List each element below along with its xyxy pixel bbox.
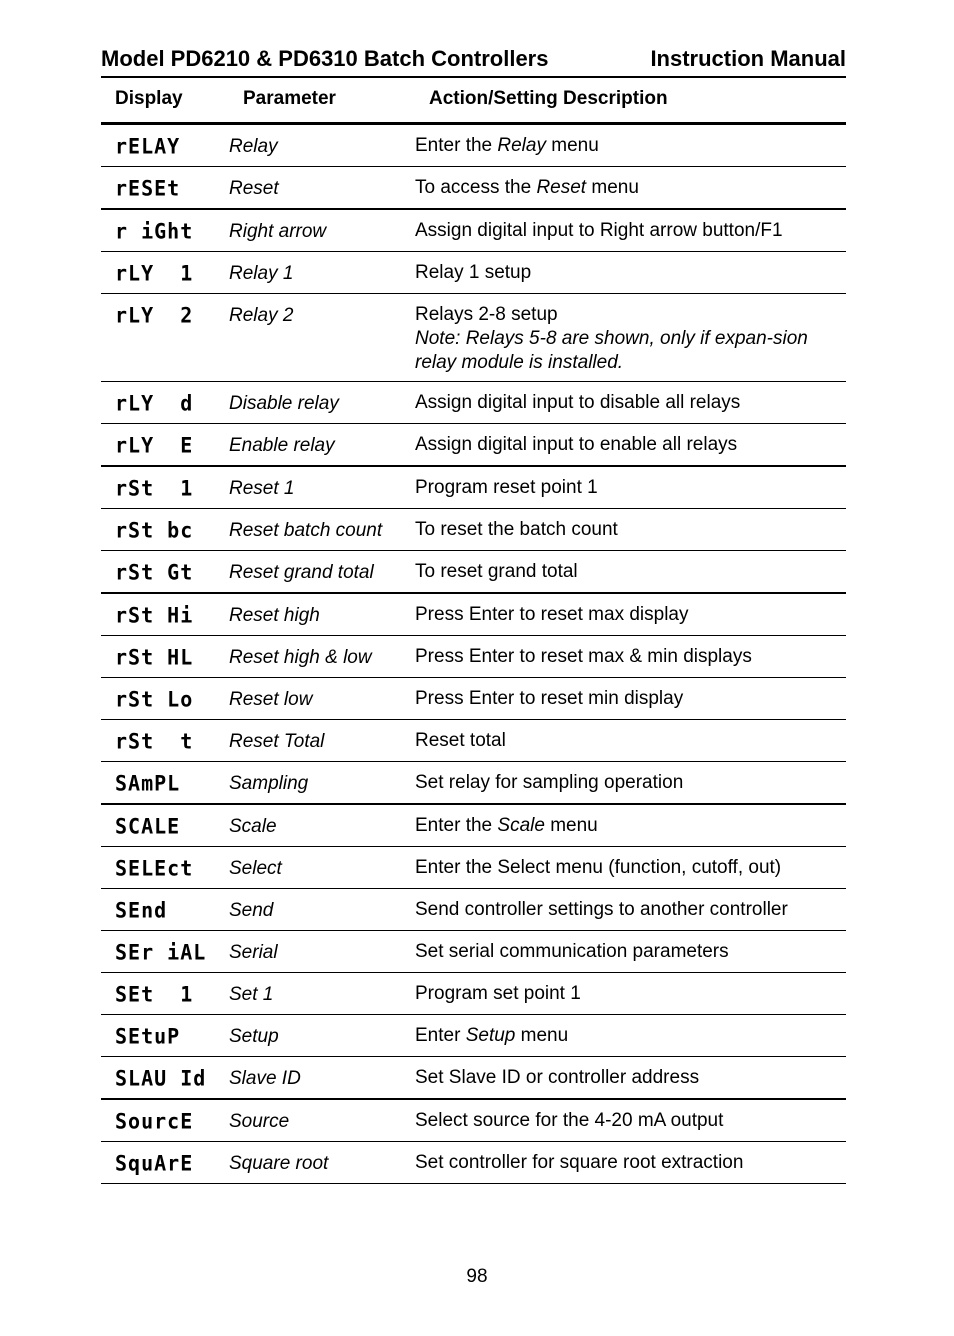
parameter-cell: Disable relay: [229, 382, 415, 424]
description-text: Set controller for square root extraction: [415, 1152, 744, 1173]
description-text: menu: [544, 815, 598, 836]
display-code: SCALE: [115, 813, 181, 839]
table-row: [101, 636, 846, 678]
parameter-cell: Slave ID: [229, 1057, 415, 1100]
page-number: 98: [466, 1266, 488, 1287]
display-code-cell: [101, 762, 229, 805]
display-code: SEr iAL: [115, 939, 207, 965]
parameter-cell: Reset Total: [229, 720, 415, 762]
parameter-cell: Relay 2: [229, 294, 415, 382]
table-row: [101, 931, 846, 973]
display-code-cell: [101, 931, 229, 973]
display-code: rSt Gt: [115, 559, 194, 585]
description-cell: [415, 720, 846, 762]
display-code: SELEct: [115, 855, 194, 881]
parameter-cell: Relay: [229, 125, 415, 167]
description-text: Set relay for sampling operation: [415, 772, 684, 793]
display-code: SAmPL: [115, 770, 181, 796]
description-cell: [415, 382, 846, 424]
table-row: [101, 382, 846, 424]
display-code-cell: [101, 1057, 229, 1100]
parameter-cell: Enable relay: [229, 424, 415, 467]
description-cell: [415, 167, 846, 210]
display-code-cell: [101, 424, 229, 467]
col-description-header: Action/Setting Description: [429, 88, 668, 109]
display-code-cell: [101, 382, 229, 424]
description-cell: [415, 424, 846, 467]
description-text: Assign digital input to disable all relays: [415, 392, 741, 413]
description-text: To reset the batch count: [415, 519, 618, 540]
parameter-cell: Reset high & low: [229, 636, 415, 678]
description-text: Enter the: [415, 815, 498, 836]
parameter-cell: Send: [229, 889, 415, 931]
parameter-cell: Select: [229, 847, 415, 889]
display-code: SourcE: [115, 1108, 194, 1134]
col-parameter-header: Parameter: [243, 88, 336, 109]
parameter-cell: Right arrow: [229, 209, 415, 252]
display-code: rLY 2: [115, 302, 194, 328]
description-cell: [415, 1142, 846, 1184]
display-code-cell: [101, 720, 229, 762]
description-text: Relay: [497, 135, 546, 156]
display-code: rSt HL: [115, 644, 194, 670]
display-code-cell: [101, 804, 229, 847]
table-row: [101, 847, 846, 889]
parameter-cell: Reset grand total: [229, 551, 415, 594]
display-code-cell: [101, 889, 229, 931]
display-code-cell: [101, 636, 229, 678]
description-text: Set serial communication parameters: [415, 941, 729, 962]
description-cell: [415, 593, 846, 636]
display-code: SLAU Id: [115, 1065, 207, 1091]
table-row: [101, 593, 846, 636]
description-text: Press Enter to reset max & min displays: [415, 646, 752, 667]
description-text: Setup: [465, 1025, 516, 1046]
parameter-cell: Reset batch count: [229, 509, 415, 551]
parameter-cell: Reset high: [229, 593, 415, 636]
table-row: [101, 973, 846, 1015]
display-code-cell: [101, 1099, 229, 1142]
description-cell: [415, 509, 846, 551]
parameter-cell: Setup: [229, 1015, 415, 1057]
description-cell: [415, 1057, 846, 1100]
description-text: Press Enter to reset max display: [415, 604, 689, 625]
table-row: [101, 424, 846, 467]
display-code-cell: [101, 252, 229, 294]
display-code: rSt bc: [115, 517, 194, 543]
display-code: SEt 1: [115, 981, 194, 1007]
description-text: Program reset point 1: [415, 477, 598, 498]
display-code: r iGht: [115, 218, 194, 244]
manual-title: Model PD6210 & PD6310 Batch Controllers: [101, 46, 549, 71]
parameter-table: [101, 125, 846, 1184]
display-code-cell: [101, 551, 229, 594]
description-text: Scale: [497, 815, 545, 836]
display-code-cell: [101, 167, 229, 210]
description-cell: [415, 551, 846, 594]
display-code-cell: [101, 678, 229, 720]
table-row: [101, 252, 846, 294]
display-code: rELAY: [115, 133, 181, 159]
table-row: [101, 804, 846, 847]
display-code-cell: [101, 973, 229, 1015]
table-row: [101, 720, 846, 762]
display-code-cell: [101, 466, 229, 509]
description-text: menu: [586, 177, 639, 198]
display-code: SquArE: [115, 1150, 194, 1176]
description-text: Send controller settings to another controller: [415, 899, 788, 920]
description-cell: [415, 678, 846, 720]
description-cell: [415, 466, 846, 509]
description-text: menu: [545, 135, 599, 156]
parameter-cell: Sampling: [229, 762, 415, 805]
description-cell: [415, 973, 846, 1015]
parameter-cell: Scale: [229, 804, 415, 847]
description-text: Relays 2-8 setup: [415, 304, 558, 325]
description-cell: [415, 762, 846, 805]
description-text: Assign digital input to enable all relays: [415, 434, 738, 455]
description-cell: [415, 847, 846, 889]
description-text: Reset: [536, 177, 587, 198]
table-row: [101, 294, 846, 382]
description-cell: [415, 804, 846, 847]
description-cell: [415, 252, 846, 294]
display-code-cell: [101, 209, 229, 252]
table-row: [101, 551, 846, 594]
parameter-cell: Set 1: [229, 973, 415, 1015]
manual-type: Instruction Manual: [650, 46, 846, 71]
parameter-cell: Reset: [229, 167, 415, 210]
table-row: [101, 167, 846, 210]
display-code: SEnd: [115, 897, 168, 923]
description-text: menu: [515, 1025, 569, 1046]
description-text: Enter the: [415, 135, 498, 156]
parameter-cell: Relay 1: [229, 252, 415, 294]
display-code: rLY 1: [115, 260, 194, 286]
page-header: [101, 46, 846, 76]
parameter-cell: Reset low: [229, 678, 415, 720]
display-code: rSt Lo: [115, 686, 194, 712]
description-note: Note: Relays 5-8 are shown, only if expan-sion relay module is installed.: [415, 328, 808, 373]
description-text: Assign digital input to Right arrow button/F1: [415, 220, 783, 241]
parameter-cell: Reset 1: [229, 466, 415, 509]
description-cell: [415, 889, 846, 931]
parameter-cell: Serial: [229, 931, 415, 973]
display-code: rSt Hi: [115, 602, 194, 628]
description-text: Relay 1 setup: [415, 262, 532, 283]
table-row: [101, 762, 846, 805]
description-text: Reset total: [415, 730, 506, 751]
display-code-cell: [101, 509, 229, 551]
parameter-cell: Square root: [229, 1142, 415, 1184]
header-rule: [101, 76, 846, 78]
description-cell: [415, 125, 846, 167]
display-code-cell: [101, 1142, 229, 1184]
description-text: Press Enter to reset min display: [415, 688, 684, 709]
description-cell: [415, 636, 846, 678]
description-text: Set Slave ID or controller address: [415, 1067, 700, 1088]
display-code-cell: [101, 847, 229, 889]
display-code-cell: [101, 1015, 229, 1057]
description-cell: [415, 294, 846, 382]
table-row: [101, 509, 846, 551]
description-cell: [415, 209, 846, 252]
description-cell: [415, 1099, 846, 1142]
table-row: [101, 1099, 846, 1142]
display-code: rESEt: [115, 175, 181, 201]
description-text: Enter the Select menu (function, cutoff, out): [415, 857, 782, 878]
description-text: To access the: [415, 177, 537, 198]
description-text: Enter: [415, 1025, 466, 1046]
display-code: SEtuP: [115, 1023, 181, 1049]
table-row: [101, 1142, 846, 1184]
description-cell: [415, 931, 846, 973]
description-text: To reset grand total: [415, 561, 578, 582]
table-row: [101, 209, 846, 252]
display-code-cell: [101, 593, 229, 636]
table-column-headers: [101, 88, 846, 118]
table-row: [101, 889, 846, 931]
display-code: rSt 1: [115, 475, 194, 501]
display-code-cell: [101, 294, 229, 382]
table-row: [101, 1057, 846, 1100]
description-cell: [415, 1015, 846, 1057]
table-row: [101, 125, 846, 167]
display-code: rSt t: [115, 728, 194, 754]
col-display-header: Display: [115, 88, 183, 109]
display-code: rLY E: [115, 432, 194, 458]
display-code-cell: [101, 125, 229, 167]
display-code: rLY d: [115, 390, 194, 416]
table-row: [101, 466, 846, 509]
parameter-cell: Source: [229, 1099, 415, 1142]
description-text: Program set point 1: [415, 983, 581, 1004]
description-text: Select source for the 4-20 mA output: [415, 1110, 724, 1131]
table-row: [101, 1015, 846, 1057]
table-row: [101, 678, 846, 720]
